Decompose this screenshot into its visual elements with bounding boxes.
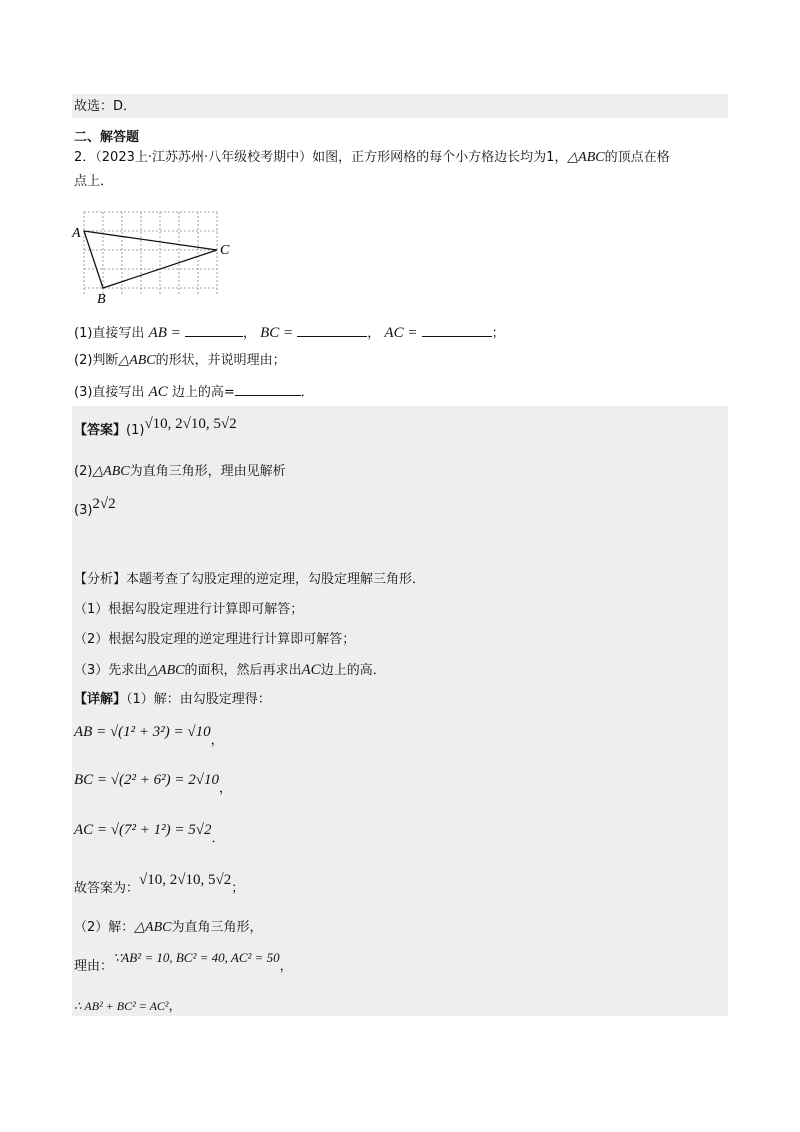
p3-end: ．	[300, 385, 314, 400]
p1-end: ；	[491, 326, 505, 341]
analysis-item-2: （2）根据勾股定理的逆定理进行计算即可解答；	[74, 632, 356, 647]
detail-ans-prefix: 故答案为：	[74, 881, 140, 896]
answer-p2-text: 为直角三角形，理由见解析	[129, 464, 286, 479]
blank-height	[235, 381, 301, 396]
question-part3	[74, 381, 314, 403]
p3-prefix: (3)直接写出	[74, 385, 145, 400]
answer-line2	[74, 462, 286, 482]
therefore-comma: ，	[168, 999, 182, 1014]
detail-intro: （1）解：由勾股定理得：	[126, 692, 271, 707]
p1-ac: AC =	[384, 325, 418, 341]
question-part1	[74, 322, 505, 344]
answer-label: 【答案】	[74, 423, 127, 438]
triangle-shape	[84, 231, 217, 288]
top-result: 故选：D．	[74, 99, 137, 114]
label-a: A	[72, 226, 81, 241]
analysis-text: 本题考查了勾股定理的逆定理，勾股定理解三角形．	[126, 572, 426, 587]
section-title: 二、解答题	[74, 130, 140, 145]
answer-p1-math: √10, 2√10, 5√2	[144, 416, 237, 432]
p1-sep1: ，	[242, 326, 256, 341]
detail-ans-math: √10, 2√10, 5√2	[139, 872, 232, 888]
detail-line	[74, 690, 271, 710]
item3-mid: 的面积，然后再求出	[184, 663, 302, 678]
blank-ac	[422, 322, 492, 337]
p2-triangle: △ABC	[118, 353, 156, 368]
p2-suffix: 的形状，并说明理由；	[155, 353, 286, 368]
question-text: 2．（2023上·江苏苏州·八年级校考期中）如图，正方形网格的每个小方格边长均为1，	[74, 150, 568, 165]
triangle-abc: △ABC	[567, 150, 605, 165]
p2-prefix: (2)判断	[74, 353, 119, 368]
eq-ab-line	[74, 722, 224, 748]
p1-sep2: ，	[367, 326, 381, 341]
answer-p1-prefix: (1)	[126, 423, 145, 438]
item3-end: 边上的高．	[320, 663, 386, 678]
p1-ab: AB =	[148, 325, 181, 341]
reason-prefix: 理由：	[74, 959, 114, 974]
therefore-math: ∴ AB² + BC² = AC²	[74, 999, 169, 1013]
eq-bc-comma: ，	[218, 781, 232, 796]
p3-ac: AC	[148, 384, 168, 400]
question-text-end: 的顶点在格	[604, 150, 670, 165]
eq-ab-comma: ，	[210, 733, 224, 748]
answer-p3-prefix: (3)	[74, 503, 93, 518]
eq-ac: AC = √(7² + 1²) = 5√2	[74, 822, 212, 838]
eq-bc: BC = √(2² + 6²) = 2√10	[74, 772, 219, 788]
label-b: B	[97, 292, 106, 306]
p1-bc: BC =	[260, 325, 294, 341]
item3-triangle: △ABC	[147, 663, 185, 678]
question-line1	[74, 148, 670, 168]
eq-ac-period: ．	[211, 831, 225, 846]
p3-suffix: 边上的高=	[171, 385, 235, 400]
analysis-item-3	[74, 660, 386, 681]
detail-answer-line	[74, 870, 245, 896]
grid-lines	[84, 212, 217, 294]
detail-p2-prefix: （2）解：	[74, 920, 135, 935]
answer-line1	[74, 416, 237, 441]
detail-p2-line	[74, 918, 263, 938]
answer-line3	[74, 496, 116, 521]
answer-p2-prefix: (2)	[74, 464, 93, 479]
blank-bc	[297, 322, 367, 337]
eq-bc-line	[74, 770, 232, 796]
p1-prefix: (1)直接写出	[74, 326, 145, 341]
question-line2: 点上．	[74, 174, 114, 189]
analysis-label: 【分析】	[74, 572, 127, 587]
label-c: C	[220, 243, 230, 258]
question-part2	[74, 351, 286, 371]
detail-therefore-line	[74, 996, 182, 1017]
reason-comma: ，	[279, 959, 293, 974]
analysis-line	[74, 570, 425, 590]
detail-p2-text: 为直角三角形，	[171, 920, 263, 935]
detail-ans-end: ；	[231, 881, 245, 896]
detail-reason-line	[74, 948, 293, 974]
analysis-item-1: （1）根据勾股定理进行计算即可解答；	[74, 602, 304, 617]
eq-ac-line	[74, 820, 225, 846]
detail-label: 【详解】	[74, 692, 127, 707]
reason-math: ∵AB² = 10, BC² = 40, AC² = 50	[113, 950, 280, 965]
answer-p2-triangle: △ABC	[92, 464, 130, 479]
detail-p2-triangle: △ABC	[134, 920, 172, 935]
blank-ab	[185, 322, 243, 337]
grid-figure	[70, 206, 240, 306]
answer-p3-math: 2√2	[92, 496, 116, 512]
top-highlight	[72, 94, 728, 118]
item3-ac: AC	[301, 662, 321, 678]
eq-ab: AB = √(1² + 3²) = √10	[74, 724, 211, 740]
item3-prefix: （3）先求出	[74, 663, 148, 678]
